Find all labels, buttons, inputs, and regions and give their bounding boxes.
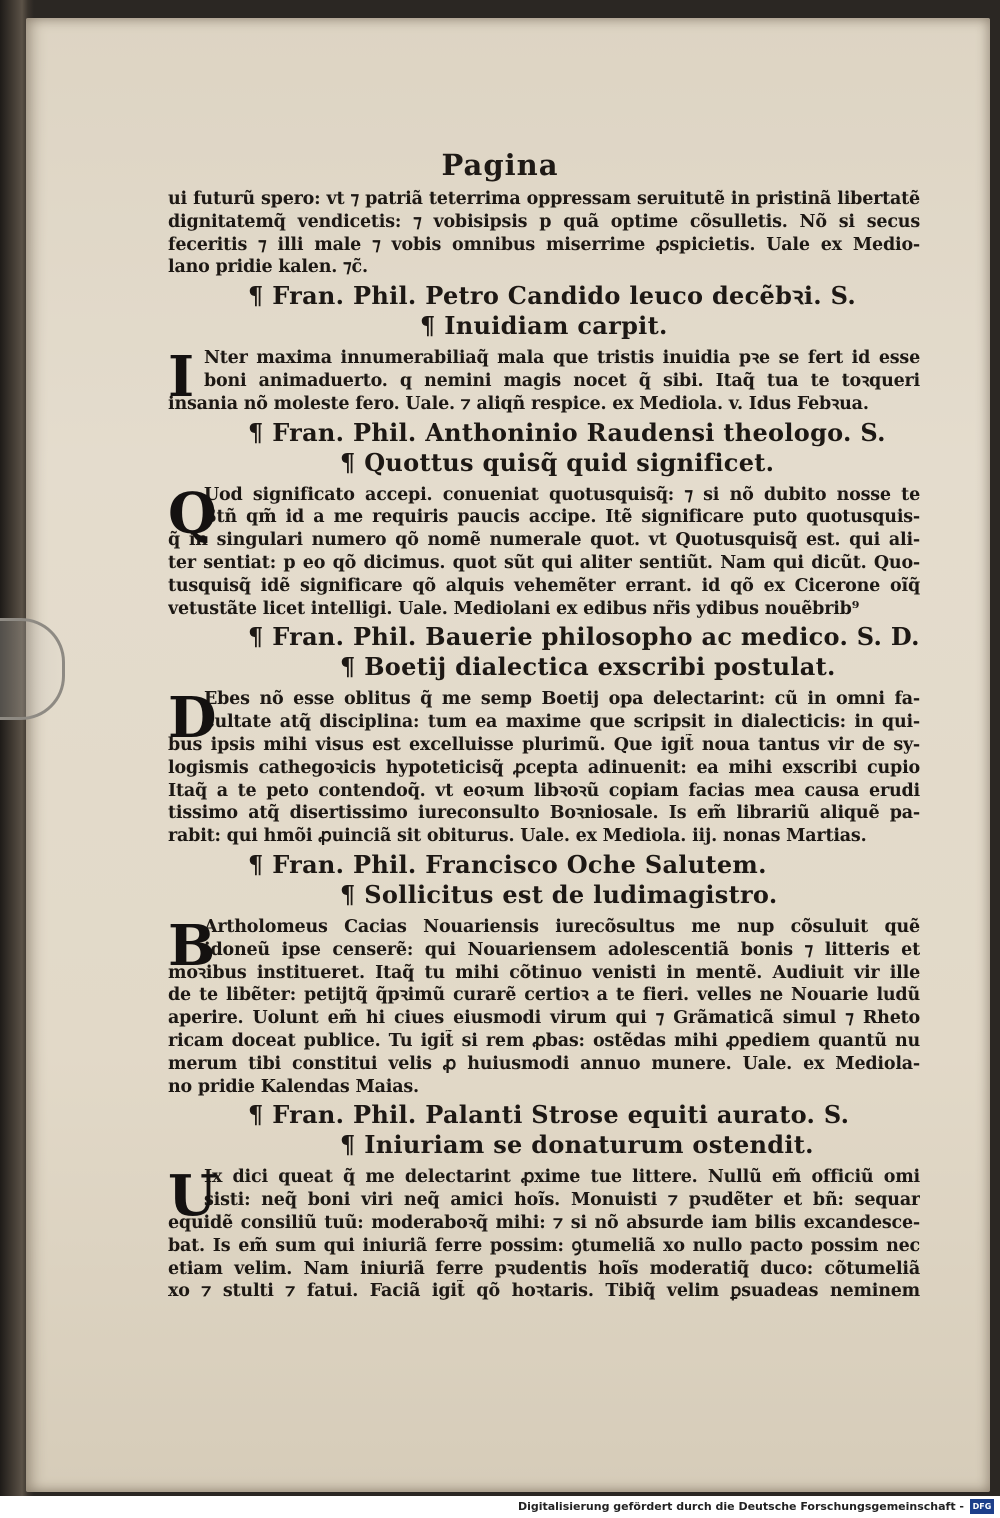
text-line: sisti: neq̃ boni viri neq̃ amici hoĩs. Monuisti ⁊ pꝛudẽter et bñ: sequar: [204, 1190, 920, 1211]
text-line: lano pridie kalen. ⁊c̃.: [168, 257, 368, 278]
letter-heading: ¶ Fran. Phil. Anthoninio Raudensi theologo. S.: [248, 417, 886, 447]
text-line: bat. Is em̃ sum qui iniuriã ferre possim: ꝯtumeliã xo nullo pacto possim nec: [168, 1235, 920, 1256]
text-line: logismis cathegoꝛicis hypoteticisq̃ ꝓcepta adinuenit: ea mihi exscribi cupio: [168, 757, 920, 778]
text-line: tissimo atq̃ disertissimo iureconsulto Boꝛniosale. Is em̃ librariũ aliquẽ pa-: [168, 803, 920, 824]
running-head: Pagina: [441, 148, 559, 182]
text-line: feceritis ⁊ illi male ⁊ vobis omnibus miserrime ꝓspicietis. Uale ex Medio-: [168, 234, 920, 255]
text-line: q̃ in singulari numero qõ nomẽ numerale quot. vt Quotusquisq̃ est. qui ali-: [168, 530, 920, 551]
text-line: merum tibi constitui velis ꝓ huiusmodi annuo munere. Uale. ex Mediola-: [168, 1053, 920, 1074]
text-line: vetustãte licet intelligi. Uale. Mediolani ex edibus nr̃is ydibus nouẽbrib⁹: [168, 598, 860, 619]
text-line: Nter maxima innumerabiliaq̃ mala que tristis inuidia pꝛe se fert id esse: [204, 348, 920, 369]
letter-body: [168, 480, 920, 621]
text-line: idoneũ ipse censerẽ: qui Nouariensem adolescentiã bonis ⁊ litteris et: [204, 939, 920, 960]
text-line: Ix dici queat q̃ me delectarint ꝓxime tue littere. Nullũ em̃ officiũ omi: [204, 1167, 920, 1188]
text-line: ui futurũ spero: vt ⁊ patriã teterrima oppressam seruitutẽ in pristinã libertatẽ: [168, 189, 920, 209]
initial-letter: D: [168, 685, 217, 752]
text-line: Itaq̃ a te peto contendoq̃. vt eoꝛum libꝛoꝛũ copiam facias mea causa erudi: [168, 780, 920, 801]
page-text: [168, 188, 920, 1303]
letter-body: [168, 344, 920, 415]
letter-subheading: ¶ Inuidiam carpit.: [420, 311, 668, 341]
text-line: cultate atq̃ disciplina: tum ea maxime que scripsit in dialecticis: in qui-: [204, 712, 920, 733]
text-line: dignitatemq̃ vendicetis: ⁊ vobisipsis p quã optime cõsulletis. Nõ si secus: [168, 211, 920, 232]
text-line: Uod significato accepi. conueniat quotusquisq̃: ⁊ si nõ dubito nosse te: [204, 484, 920, 505]
text-line: Ebes nõ esse oblitus q̃ me semp Boetij opa delectarint: cũ in omni fa-: [204, 689, 920, 710]
text-line: rabit: qui hmõi ꝓuinciã sit obiturus. Uale. ex Mediola. iij. nonas Martias.: [168, 826, 867, 847]
text-line: bus ipsis mihi visus est excelluisse plurimũ. Que igit̃ noua tantus vir de sy-: [168, 734, 920, 755]
initial-letter: Q: [168, 480, 217, 547]
footer-credit: Digitalisierung gefördert durch die Deutsche Forschungsgemeinschaft -: [517, 1500, 964, 1513]
text-line: ter sentiat: p eo qõ dicimus. quot sũt qui aliter sentiũt. Nam qui dicũt. Quo-: [168, 552, 920, 573]
initial-letter: I: [168, 344, 195, 411]
text-line: de te libẽter: petijtq̃ q̃pꝛimũ curarẽ certioꝛ a te fieri. velles ne Nouarie ludũ: [168, 985, 920, 1006]
letter-subheading: ¶ Boetij dialectica exscribi postulat.: [340, 652, 836, 682]
text-line: Stñ qm̃ id a me requiris paucis accipe. Itẽ significare puto quotusquis-: [204, 507, 920, 528]
text-line: aperire. Uolunt em̃ hi ciues eiusmodi virum qui ⁊ Grãmaticã simul ⁊ Rheto: [168, 1008, 920, 1029]
letter-body: [168, 188, 920, 279]
text-line: moꝛibus institueret. Itaq̃ tu mihi cõtinuo venisti in mentẽ. Audiuit vir ille: [168, 962, 920, 983]
text-line: equidẽ consiliũ tuũ: moderaboꝛq̃ mihi: ⁊ si nõ absurde iam bilis excandesce-: [168, 1212, 920, 1233]
footer-bar: [0, 1496, 1000, 1518]
letter-body: [168, 685, 920, 848]
initial-letter: B: [168, 912, 216, 979]
letter-body: [168, 1163, 920, 1303]
text-line: Artholomeus Cacias Nouariensis iurecõsultus me nup cõsuluit quẽ: [204, 916, 920, 937]
text-line: tusquisq̃ idẽ significare qõ alquis vehemẽter errant. id qõ ex Cicerone oĩq̃: [168, 575, 920, 596]
initial-letter: U: [168, 1163, 217, 1230]
text-line: insania nõ moleste fero. Uale. ⁊ aliqñ respice. ex Mediola. v. Idus Febꝛua.: [168, 393, 869, 414]
text-line: no pridie Kalendas Maias.: [168, 1076, 419, 1097]
letter-subheading: ¶ Quottus quisq̃ quid significet.: [340, 447, 775, 477]
text-line: etiam velim. Nam iniuriã ferre pꝛudentis hoĩs moderatiq̃ duco: cõtumeliã: [168, 1258, 920, 1279]
letter-heading: ¶ Fran. Phil. Petro Candido leuco decẽbꝛi. S.: [248, 281, 857, 311]
letter-heading: ¶ Fran. Phil. Palanti Strose equiti aurato. S.: [248, 1100, 850, 1130]
letter-heading: ¶ Fran. Phil. Francisco Oche Salutem.: [248, 849, 767, 879]
text-line: ricam doceat publice. Tu igit̃ si rem ꝓbas: ostẽdas mihi ꝓpediem quantũ nu: [168, 1030, 920, 1051]
dfg-logo: DFG: [970, 1499, 994, 1514]
letter-subheading: ¶ Iniuriam se donaturum ostendit.: [340, 1130, 814, 1160]
letter-body: [168, 912, 920, 1098]
letter-heading: ¶ Fran. Phil. Bauerie philosopho ac medico. S. D.: [248, 622, 920, 652]
text-line: boni animaduerto. q nemini magis nocet q̃ sibi. Itaq̃ tua te toꝛqueri: [204, 370, 920, 391]
text-line: xo ⁊ stulti ⁊ fatui. Faciã igit̃ qõ hoꝛtaris. Tibiq̃ velim ꝑsuadeas neminem: [168, 1281, 920, 1302]
letter-subheading: ¶ Sollicitus est de ludimagistro.: [340, 879, 778, 909]
